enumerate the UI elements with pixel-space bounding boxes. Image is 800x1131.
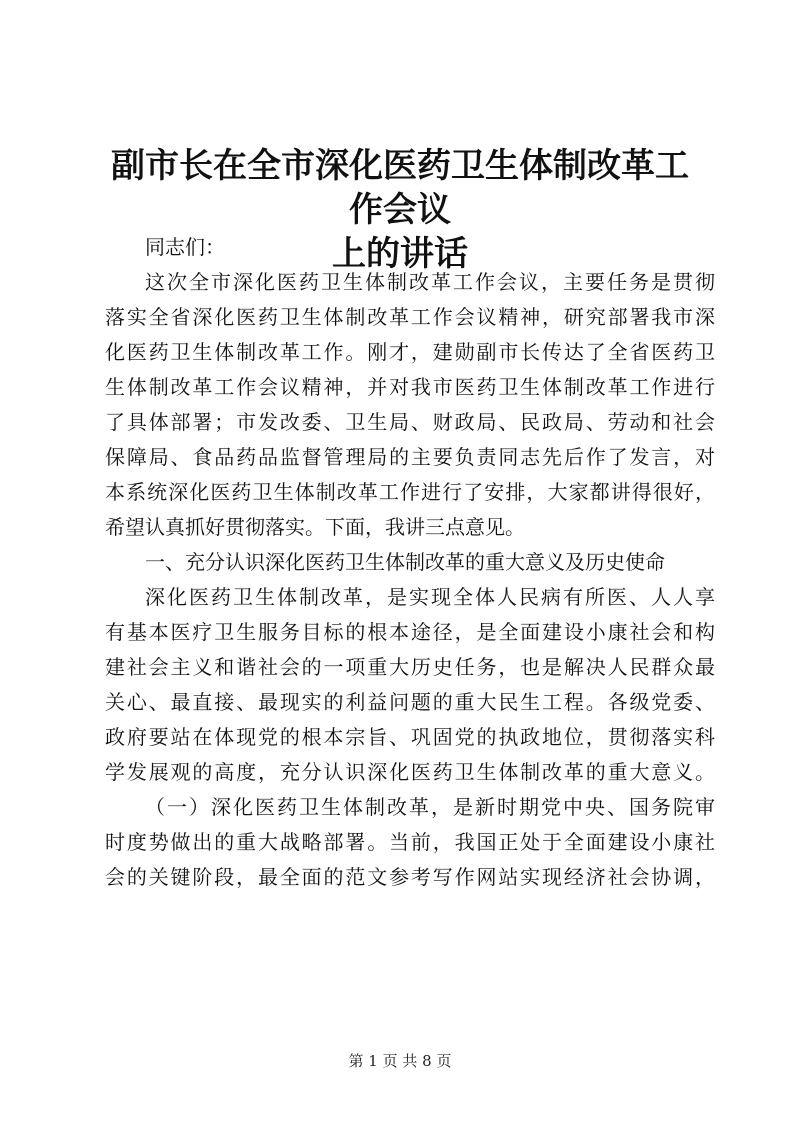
title-line-1: 副市长在全市深化医药卫生体制改革工作会议: [111, 146, 689, 230]
document-body: [105, 230, 715, 895]
paragraph-line: 了具体部署；市发改委、卫生局、财政局、民政局、劳动和社会: [105, 410, 715, 434]
title-line-2: 上的讲话: [332, 234, 468, 274]
paragraph-line: 希望认真抓好贯彻落实。下面，我讲三点意见。: [105, 515, 525, 539]
page-footer: 第 1 页 共 8 页: [348, 1052, 452, 1070]
paragraph-line: 会的关键阶段，最全面的范文参考写作网站实现经济社会协调，: [105, 865, 715, 889]
paragraph-line: （一）深化医药卫生体制改革，是新时期党中央、国务院审: [145, 795, 715, 819]
paragraph-line: 关心、最直接、最现实的利益问题的重大民生工程。各级党委、: [105, 690, 715, 714]
paragraph-line: 本系统深化医药卫生体制改革工作进行了安排，大家都讲得很好，: [105, 480, 715, 504]
paragraph-line: 落实全省深化医药卫生体制改革工作会议精神，研究部署我市深: [105, 305, 715, 329]
paragraph-line: 建社会主义和谐社会的一项重大历史任务，也是解决人民群众最: [105, 655, 715, 679]
paragraph-line: 保障局、食品药品监督管理局的主要负责同志先后作了发言，对: [105, 445, 715, 469]
paragraph-line: 时度势做出的重大战略部署。当前，我国正处于全面建设小康社: [105, 830, 715, 854]
paragraph-line: 生体制改革工作会议精神，并对我市医药卫生体制改革工作进行: [105, 375, 715, 399]
paragraph-line: 学发展观的高度，充分认识深化医药卫生体制改革的重大意义。: [105, 760, 715, 784]
paragraph-line: 政府要站在体现党的根本宗旨、巩固党的执政地位，贯彻落实科: [105, 725, 715, 749]
paragraph-line: 这次全市深化医药卫生体制改革工作会议，主要任务是贯彻: [145, 270, 715, 294]
section-heading: 一、充分认识深化医药卫生体制改革的重大意义及历史使命: [145, 550, 665, 574]
paragraph-line: 深化医药卫生体制改革，是实现全体人民病有所医、人人享: [145, 585, 715, 609]
paragraph-line: 有基本医疗卫生服务目标的根本途径，是全面建设小康社会和构: [105, 620, 715, 644]
salutation: 同志们：: [145, 235, 225, 259]
paragraph-line: 化医药卫生体制改革工作。刚才，建勋副市长传达了全省医药卫: [105, 340, 715, 364]
